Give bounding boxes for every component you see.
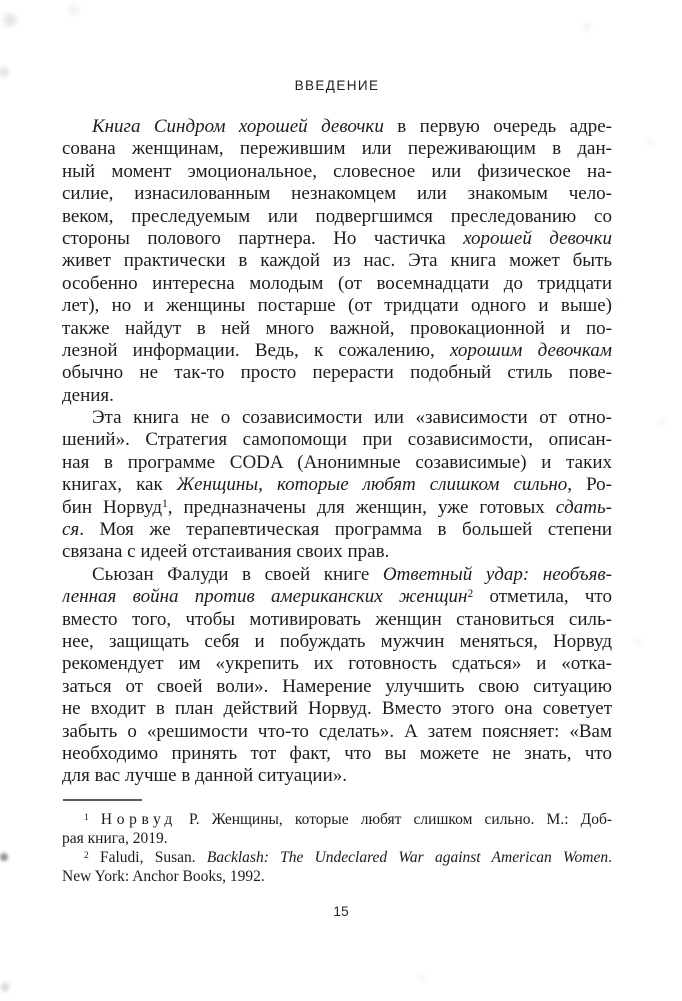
body-text-line xyxy=(62,183,612,205)
text-segment: связана с идеей отстаивания своих прав. xyxy=(62,541,390,563)
body-text-line xyxy=(62,250,612,272)
text-segment: ный момент эмоциональное, словесное или физическое на- xyxy=(62,160,612,182)
text-segment: бин Норвуд xyxy=(62,496,162,518)
text-segment: хорошей девочки xyxy=(463,227,612,249)
text-segment: Норвуд xyxy=(100,811,177,828)
body-text-line xyxy=(62,295,612,317)
body-text-line xyxy=(62,519,612,541)
text-segment: нее, защищать себя и побуждать мужчин меняться, Норвуд xyxy=(62,630,612,652)
body-text-line xyxy=(62,609,612,631)
text-segment: лет), но и женщины постарше (от тридцати одного и выше) xyxy=(62,295,612,317)
body-text-line xyxy=(62,743,612,765)
text-segment: дения. xyxy=(62,384,114,406)
body-text-line xyxy=(62,541,612,563)
body-text-line xyxy=(62,206,612,228)
text-segment: лезной информации. Ведь, к сожалению, xyxy=(62,339,450,361)
text-segment xyxy=(89,811,101,828)
text-segment: веком, преследуемым или подвергшимся преследованию со xyxy=(62,205,612,227)
text-segment: необходимо принять тот факт, что вы можете не знать, что xyxy=(62,742,612,764)
text-segment: заться от своей воли». Намерение улучшить свою ситуацию xyxy=(62,675,612,697)
body-text-line xyxy=(62,631,612,653)
body-text-line xyxy=(62,721,612,743)
text-segment: также найдут в ней много важной, провокационной и по- xyxy=(62,317,612,339)
text-segment: для вас лучше в данной ситуации». xyxy=(62,765,347,787)
body-text-line xyxy=(62,698,612,720)
footnotes-block xyxy=(62,810,612,886)
text-segment: Faludi, Susan. xyxy=(88,849,207,866)
body-text-line xyxy=(62,161,612,183)
text-segment: Р. Женщины, которые любят слишком сильно. М.: Доб- xyxy=(176,811,612,828)
text-segment: вместо того, чтобы мотивировать женщин становиться силь- xyxy=(62,608,612,630)
body-text-line xyxy=(62,497,612,519)
body-text-line xyxy=(62,318,612,340)
text-segment: силие, изнасилованным незнакомцем или знакомым чело- xyxy=(62,183,612,205)
text-segment: не входит в план действий Норвуд. Вместо этого она советует xyxy=(62,698,612,720)
text-segment: особенно интересна молодым (от восемнадцати до тридцати xyxy=(62,272,612,294)
footnote-line xyxy=(62,867,612,886)
footnote-line xyxy=(62,829,612,848)
text-segment: книгах, как xyxy=(62,474,177,496)
text-segment: Эта книга не о созависимости или «зависимости от отно- xyxy=(92,407,612,429)
scan-noise-artifacts xyxy=(0,0,4,4)
text-segment: Книга Синдром хорошей девочки xyxy=(92,116,384,137)
body-text-line xyxy=(62,340,612,362)
footnote-divider xyxy=(63,799,142,801)
text-segment: . Моя же терапевтическая программа в большей степени xyxy=(79,519,612,541)
body-text-block xyxy=(62,116,612,788)
footnote-marker: 2 xyxy=(84,851,89,861)
body-text-line xyxy=(62,586,612,608)
text-segment: Женщины, которые любят слишком сильно xyxy=(176,474,568,496)
text-segment: рекомендует им «укрепить их готовность сдаться» и «отка- xyxy=(62,653,612,675)
text-segment: хорошим девочкам xyxy=(449,339,612,361)
text-segment: сдать- xyxy=(555,496,612,518)
text-segment: , предназначены для женщин, уже готовых xyxy=(167,496,556,518)
footnote-marker: 1 xyxy=(162,498,168,511)
text-segment: стороны полового партнера. Но частичка xyxy=(62,227,464,249)
body-text-line xyxy=(62,452,612,474)
text-segment: ленная война против американских женщин xyxy=(62,586,468,608)
footnote-line xyxy=(62,810,612,829)
running-head: ВВЕДЕНИЕ xyxy=(294,78,380,93)
text-segment: ная в программе CODA (Анонимные созависимые) и таких xyxy=(62,451,612,473)
body-text-line xyxy=(62,407,612,429)
text-segment: в первую очередь адре- xyxy=(383,116,612,137)
body-text-line xyxy=(62,138,612,160)
text-segment: обычно не так-то просто перерасти подобный стиль пове- xyxy=(62,362,612,384)
body-text-line xyxy=(62,564,612,586)
text-segment: рая книга, 2019. xyxy=(62,830,168,847)
body-text-line xyxy=(62,116,612,138)
text-segment: сована женщинам, пережившим или переживающим в дан- xyxy=(62,138,612,160)
text-segment: ся xyxy=(62,519,80,541)
page-number: 15 xyxy=(333,903,349,919)
text-segment: шений». Стратегия самопомощи при созависимости, описан- xyxy=(62,429,612,451)
body-text-line xyxy=(62,653,612,675)
text-segment: живет практически в каждой из нас. Эта книга может быть xyxy=(62,250,612,272)
text-segment: Backlash: The Undeclared War against American Women xyxy=(206,849,609,866)
text-segment: Сьюзан Фалуди в своей книге xyxy=(92,563,383,585)
text-segment: отметила, что xyxy=(473,586,612,608)
text-segment: Ответный удар: необъяв- xyxy=(382,563,612,585)
body-text-line xyxy=(62,474,612,496)
body-text-line xyxy=(62,273,612,295)
body-text-line xyxy=(62,676,612,698)
body-text-line xyxy=(62,385,612,407)
footnote-marker: 1 xyxy=(84,813,89,823)
body-text-line xyxy=(62,429,612,451)
text-segment: New York: Anchor Books, 1992. xyxy=(62,868,265,885)
body-text-line xyxy=(62,228,612,250)
footnote-marker: 2 xyxy=(467,587,474,600)
text-segment: . xyxy=(608,849,612,866)
footnote-line xyxy=(62,848,612,867)
body-text-line xyxy=(62,362,612,384)
body-text-line xyxy=(62,765,612,787)
text-segment: , Ро- xyxy=(567,474,612,496)
text-segment: забыть о «решимости что-то сделать». А затем поясняет: «Вам xyxy=(62,720,612,742)
